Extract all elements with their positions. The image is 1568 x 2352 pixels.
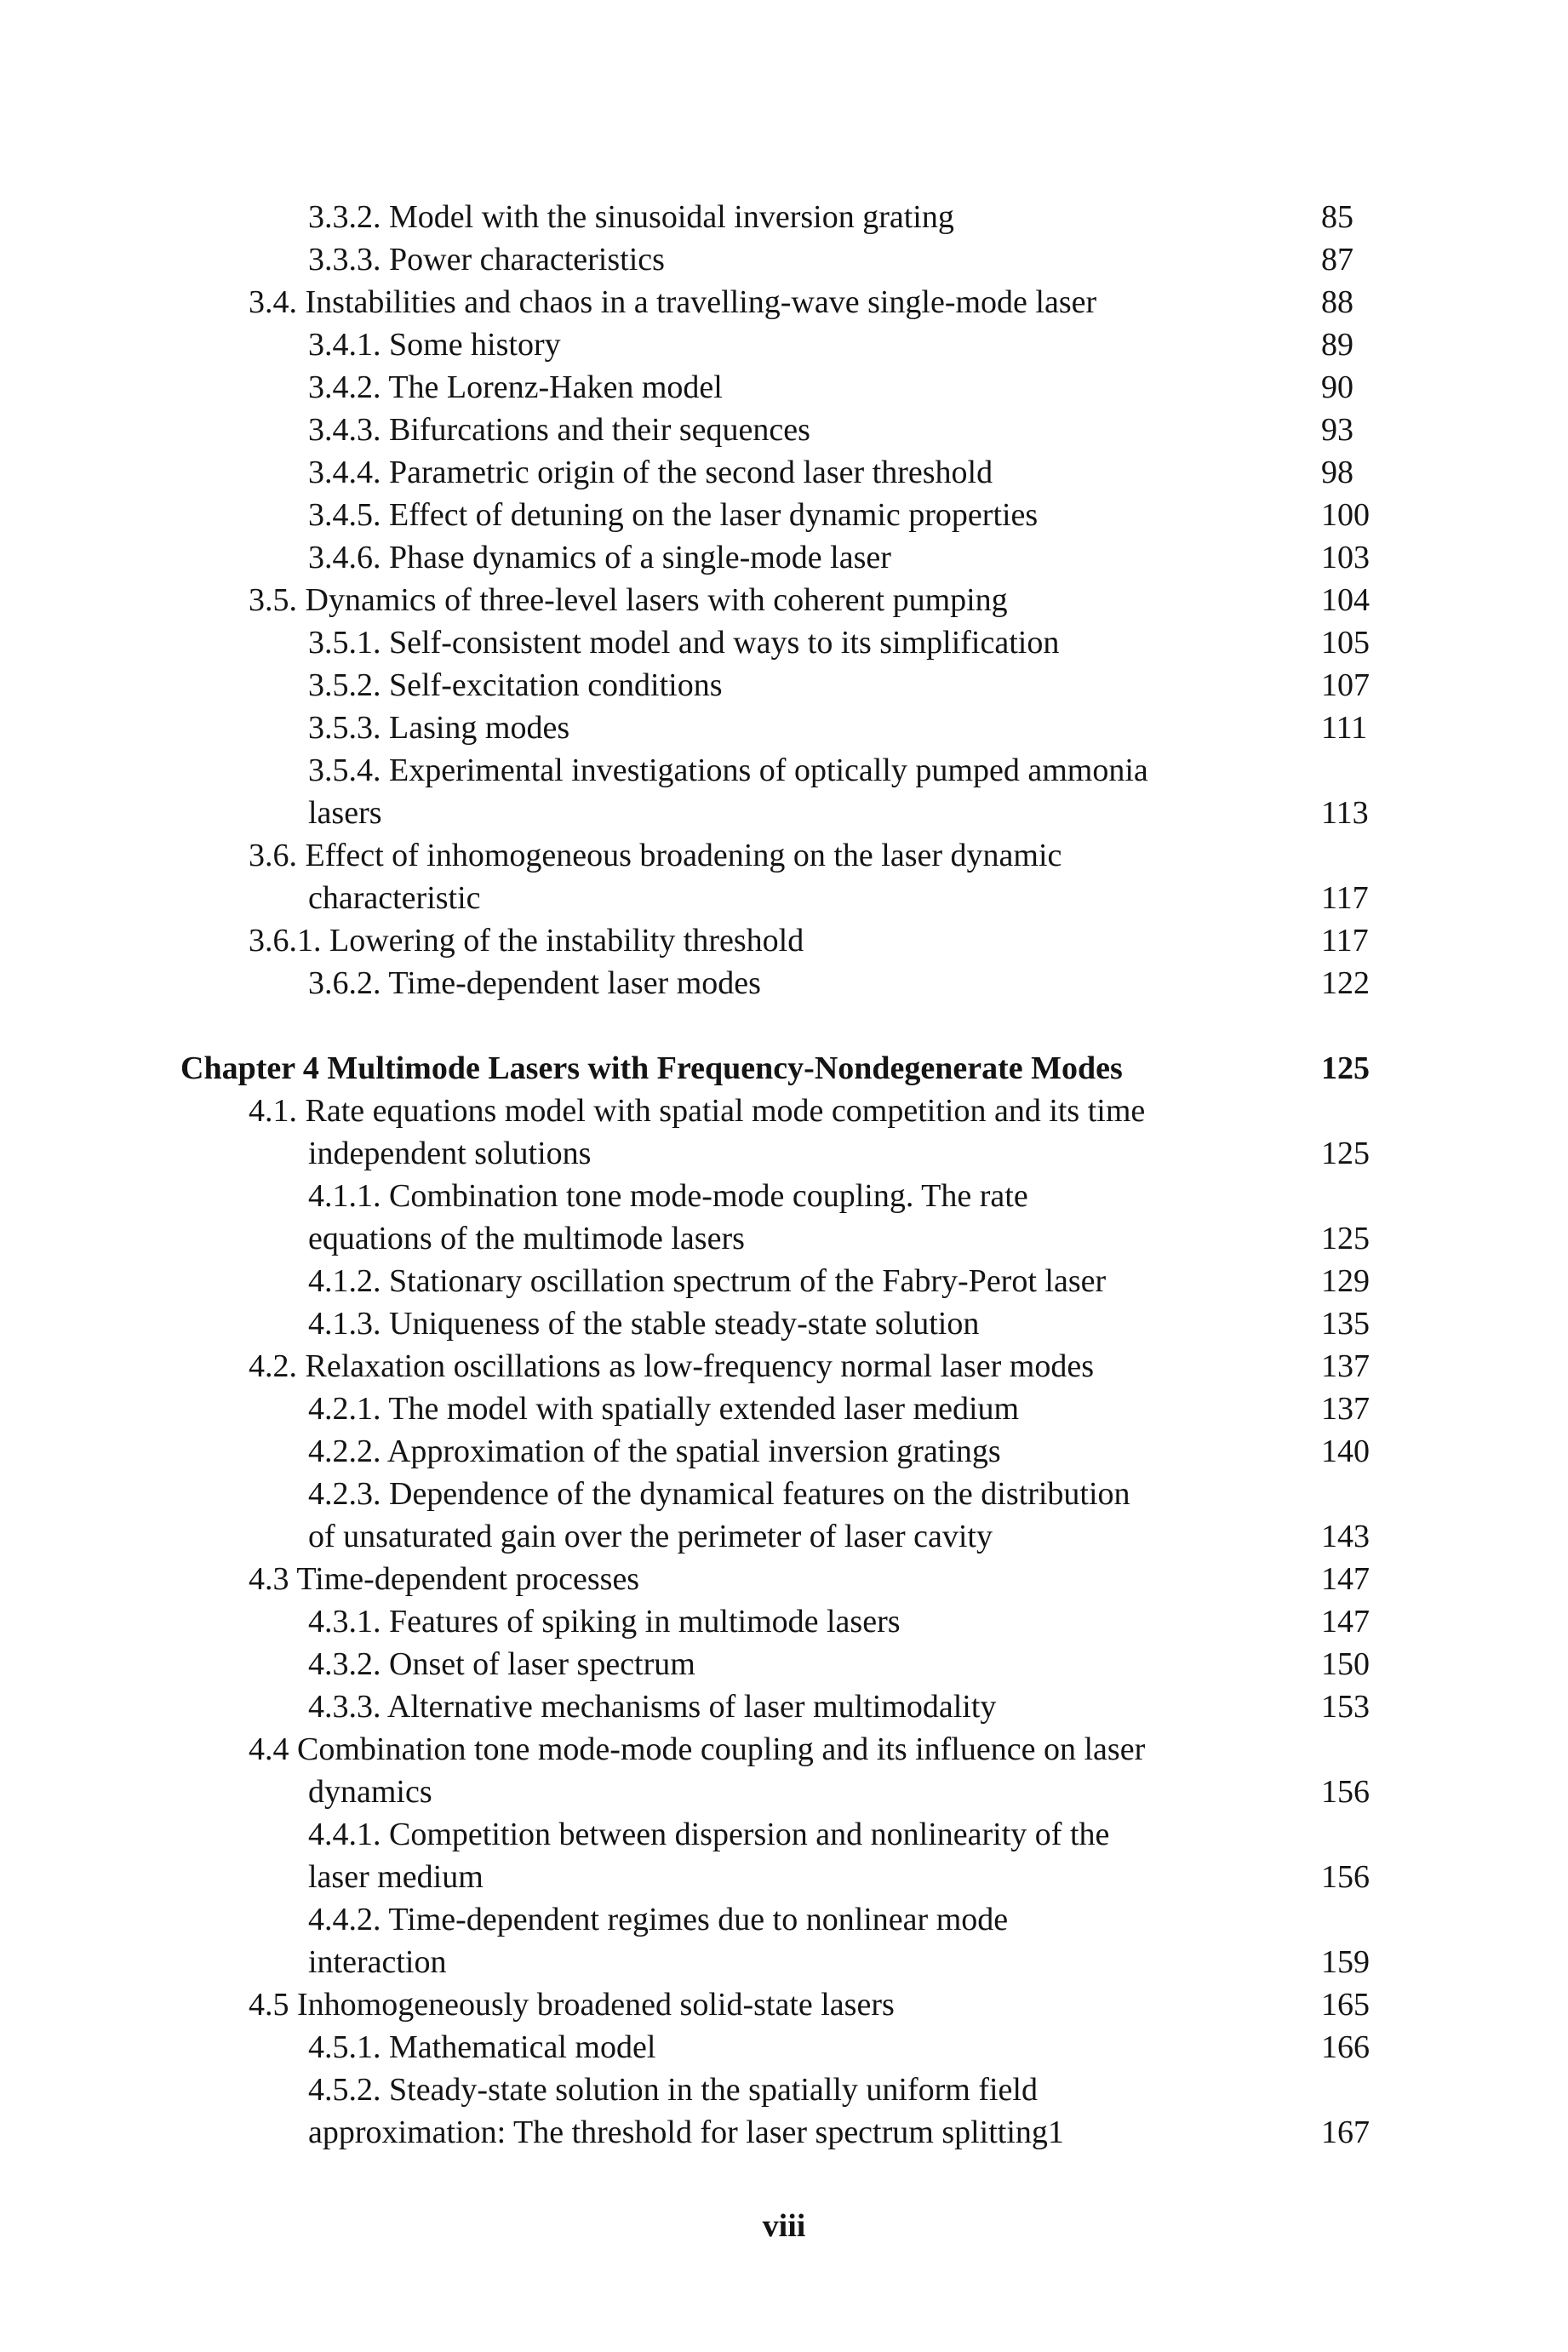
subsection-title: 4.4.2. Time-dependent regimes due to nonlinear mode — [308, 1902, 1009, 1937]
toc-page-number: 117 — [1321, 923, 1369, 959]
subsection-title: 3.4.6. Phase dynamics of a single-mode laser — [308, 540, 891, 575]
subsection-title: 3.4.5. Effect of detuning on the laser dynamic properties — [308, 497, 1039, 533]
section-title: 4.1. Rate equations model with spatial mode competition and its time — [249, 1093, 1146, 1129]
subsection-title: 3.4.3. Bifurcations and their sequences — [308, 412, 810, 448]
section-title: 4.4 Combination tone mode-mode coupling and its influence on laser — [249, 1731, 1146, 1767]
toc-page-number: 105 — [1321, 625, 1370, 661]
subsection-title: 4.4.1. Competition between dispersion and nonlinearity of the — [308, 1817, 1110, 1852]
toc-page-number: 87 — [1321, 242, 1353, 278]
subsection-title: lasers — [308, 795, 382, 831]
subsection-title: 4.1.1. Combination tone mode-mode coupling. The rate — [308, 1178, 1028, 1214]
toc-page-number: 137 — [1321, 1391, 1370, 1427]
subsection-title: approximation: The threshold for laser spectrum splitting1 — [308, 2115, 1064, 2150]
toc-page-number: 107 — [1321, 667, 1370, 703]
section-title: 3.5. Dynamics of three-level lasers with coherent pumping — [249, 582, 1008, 618]
section-title: 4.2. Relaxation oscillations as low-frequency normal laser modes — [249, 1348, 1095, 1384]
section-title: 3.6. Effect of inhomogeneous broadening on the laser dynamic — [249, 838, 1062, 873]
subsection-title: characteristic — [308, 880, 481, 916]
toc-page-number: 103 — [1321, 540, 1370, 575]
subsection-title: of unsaturated gain over the perimeter of laser cavity — [308, 1519, 993, 1554]
section-title: 4.5 Inhomogeneously broadened solid-state lasers — [249, 1987, 895, 2023]
subsection-title: 4.1.2. Stationary oscillation spectrum of the Fabry-Perot laser — [308, 1263, 1107, 1299]
subsection-title: 3.4.4. Parametric origin of the second laser threshold — [308, 455, 993, 490]
subsection-title: dynamics — [308, 1774, 432, 1810]
toc-page-number: 150 — [1321, 1646, 1370, 1682]
subsection-title: equations of the multimode lasers — [308, 1221, 745, 1256]
toc-page-number: 156 — [1321, 1774, 1370, 1810]
toc-page-number: 147 — [1321, 1604, 1370, 1640]
toc-page-number: 111 — [1321, 710, 1368, 746]
toc-page-number: 167 — [1321, 2115, 1370, 2150]
toc-page-number: 137 — [1321, 1348, 1370, 1384]
toc-page-number: 125 — [1321, 1221, 1370, 1256]
subsection-title: 4.2.1. The model with spatially extended laser medium — [308, 1391, 1020, 1427]
toc-page-number: 140 — [1321, 1434, 1370, 1469]
subsection-title: 4.5.2. Steady-state solution in the spatially uniform field — [308, 2072, 1038, 2108]
toc-page-number: 93 — [1321, 412, 1353, 448]
toc-page-number: 159 — [1321, 1944, 1370, 1980]
subsection-title: 3.5.3. Lasing modes — [308, 710, 570, 746]
subsection-title: 3.5.2. Self-excitation conditions — [308, 667, 723, 703]
subsection-title: 3.3.3. Power characteristics — [308, 242, 665, 278]
subsection-title: 4.2.2. Approximation of the spatial inversion gratings — [308, 1434, 1001, 1469]
section-title: 3.6.1. Lowering of the instability threshold — [249, 923, 804, 959]
subsection-title: 3.5.4. Experimental investigations of optically pumped ammonia — [308, 753, 1148, 788]
toc-page-number: 125 — [1321, 1136, 1370, 1171]
toc-page-number: 113 — [1321, 795, 1369, 831]
subsection-title: 4.3.1. Features of spiking in multimode lasers — [308, 1604, 901, 1640]
subsection-title: 3.5.1. Self-consistent model and ways to its simplification — [308, 625, 1060, 661]
subsection-title: laser medium — [308, 1859, 484, 1895]
section-title: 4.3 Time-dependent processes — [249, 1561, 640, 1597]
chapter-title: Chapter 4 Multimode Lasers with Frequency-Nondegenerate Modes — [180, 1050, 1123, 1086]
toc-page-number: 104 — [1321, 582, 1370, 618]
subsection-title: 4.3.3. Alternative mechanisms of laser multimodality — [308, 1689, 997, 1725]
toc-page-number: 89 — [1321, 327, 1353, 363]
subsection-title: 4.1.3. Uniqueness of the stable steady-state solution — [308, 1306, 980, 1342]
page-number-footer: viii — [762, 2208, 806, 2244]
subsection-title: independent solutions — [308, 1136, 592, 1171]
toc-page-number: 153 — [1321, 1689, 1370, 1725]
toc-page-number: 166 — [1321, 2029, 1370, 2065]
subsection-title: 4.3.2. Onset of laser spectrum — [308, 1646, 695, 1682]
toc-page-number: 147 — [1321, 1561, 1370, 1597]
subsection-title: 3.6.2. Time-dependent laser modes — [308, 965, 761, 1001]
subsection-title: 4.2.3. Dependence of the dynamical features on the distribution — [308, 1476, 1130, 1512]
toc-page-number: 85 — [1321, 199, 1353, 235]
toc-page-number: 129 — [1321, 1263, 1370, 1299]
toc-page-number: 122 — [1321, 965, 1370, 1001]
subsection-title: 3.4.2. The Lorenz-Haken model — [308, 369, 723, 405]
toc-page-number: 90 — [1321, 369, 1353, 405]
toc-page-number: 135 — [1321, 1306, 1370, 1342]
toc-page-number: 143 — [1321, 1519, 1370, 1554]
toc-page-number: 156 — [1321, 1859, 1370, 1895]
toc-page-number: 98 — [1321, 455, 1353, 490]
subsection-title: 3.3.2. Model with the sinusoidal inversion grating — [308, 199, 954, 235]
toc-page-number: 117 — [1321, 880, 1369, 916]
subsection-title: interaction — [308, 1944, 447, 1980]
toc-page-number: 100 — [1321, 497, 1370, 533]
toc-page-number: 88 — [1321, 284, 1353, 320]
subsection-title: 3.4.1. Some history — [308, 327, 561, 363]
subsection-title: 4.5.1. Mathematical model — [308, 2029, 656, 2065]
toc-page-number: 125 — [1321, 1050, 1370, 1086]
section-title: 3.4. Instabilities and chaos in a travelling-wave single-mode laser — [249, 284, 1097, 320]
toc-page-number: 165 — [1321, 1987, 1370, 2023]
